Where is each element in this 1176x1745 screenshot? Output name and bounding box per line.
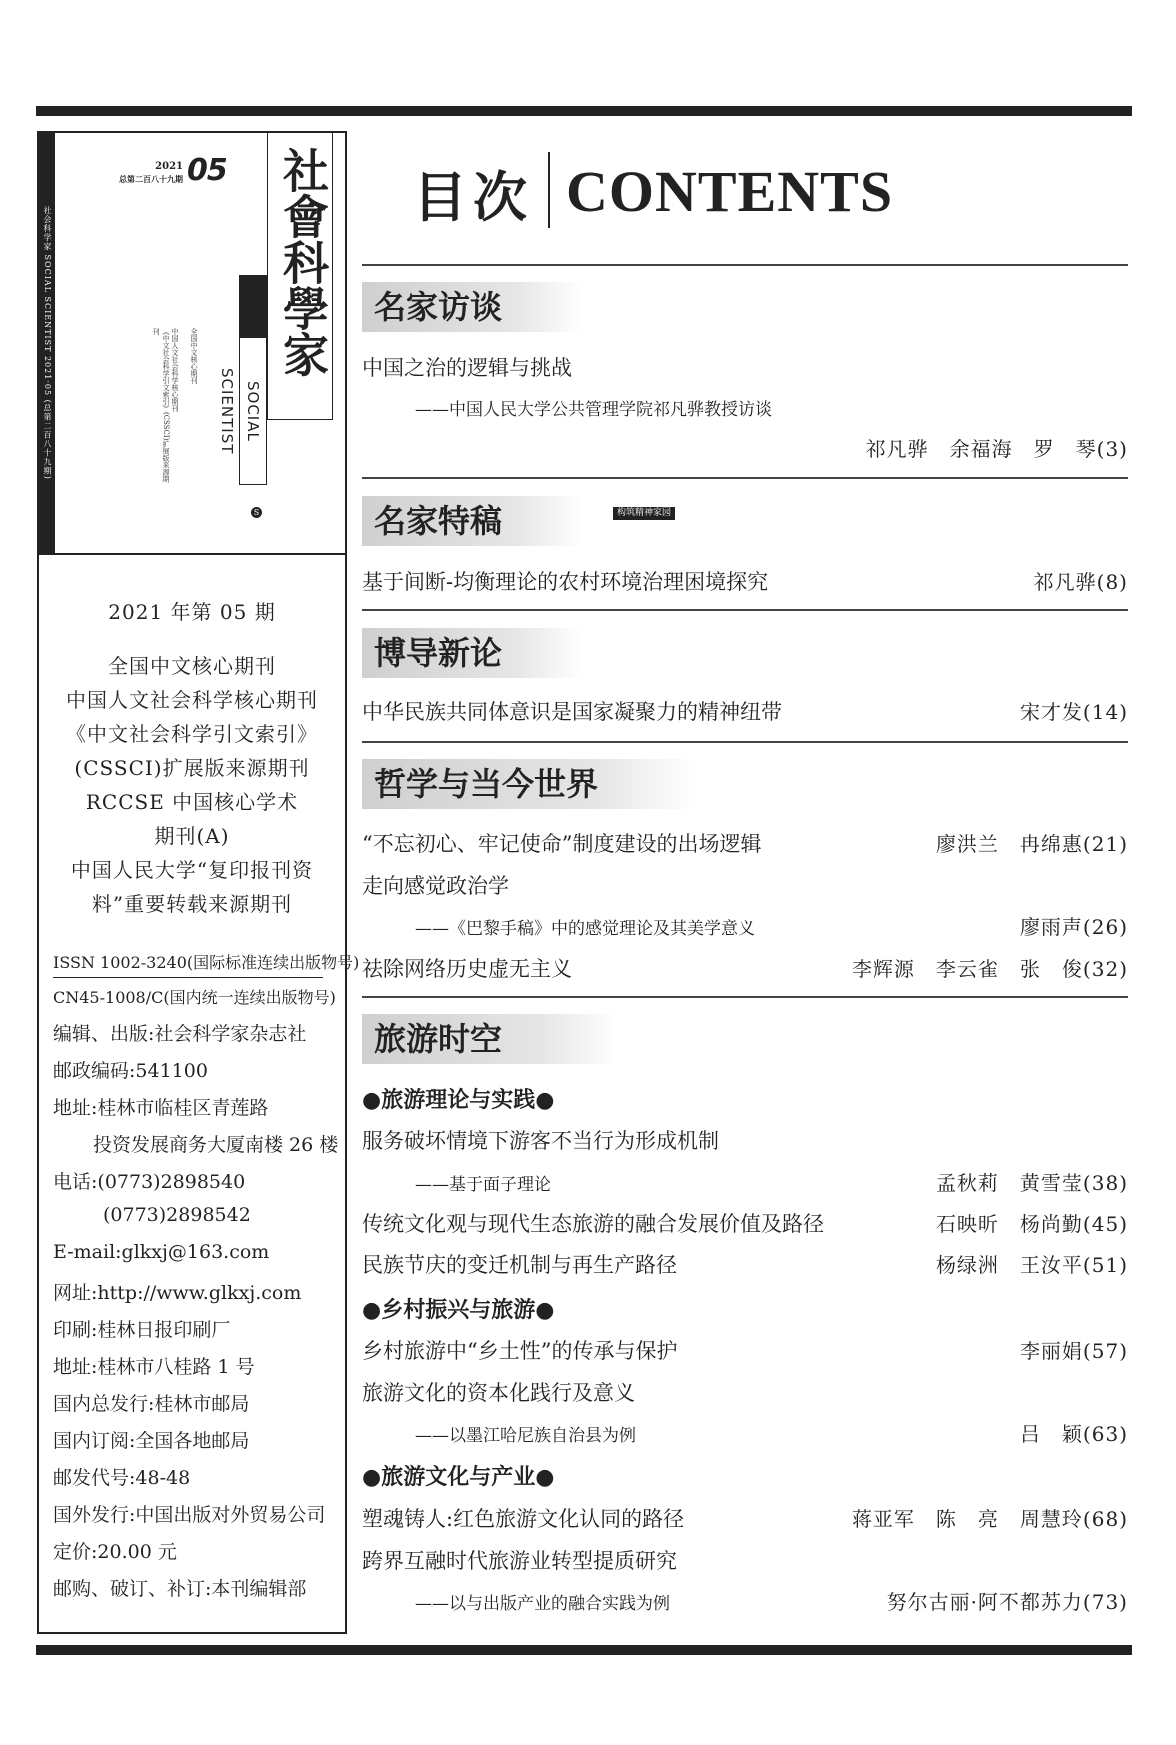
cover-small-text-1: 全国中文核心期刊 (190, 328, 198, 384)
contents-title-cn: 目次 (413, 166, 533, 229)
cover-small-text-3: 《中文社会科学引文索引》(CSSCI)扩展版来源期刊 (152, 328, 170, 483)
subsection-heading: ●旅游文化与产业● (362, 1465, 555, 1490)
section-rule (362, 264, 1128, 266)
article-title: 走向感觉政治学 (362, 874, 509, 898)
info-line: 地址:桂林市临桂区青莲路 (53, 1097, 269, 1119)
article-title: 塑魂铸人:红色旅游文化认同的路径 (362, 1507, 685, 1531)
article-authors: 努尔古丽·阿不都苏力(73) (886, 1590, 1128, 1614)
article-subtitle: ——《巴黎手稿》中的感觉理论及其美学意义 (415, 919, 755, 939)
email-line: E-mail:glkxj@163.com (53, 1241, 270, 1263)
cover-logo (251, 507, 672, 521)
logo-icon: S (251, 507, 262, 518)
honor-line: 期刊(A) (154, 824, 230, 848)
article-authors: 李辉源 李云雀 张 俊(32) (851, 957, 1128, 981)
info-line: 邮政编码:541100 (53, 1060, 208, 1082)
info-line: 国内总发行:桂林市邮局 (53, 1393, 250, 1415)
cover-title: 社會科學家 (276, 147, 330, 377)
article-authors: 吕 颖(63) (1019, 1422, 1128, 1446)
section-heading: 名家特稿 (362, 496, 582, 546)
section-heading: 旅游时空 (362, 1014, 618, 1064)
info-line: 定价:20.00 元 (53, 1541, 177, 1563)
section-rule (362, 609, 1128, 611)
cover-date (119, 161, 183, 185)
info-line: 国内订阅:全国各地邮局 (53, 1430, 250, 1452)
section-heading: 名家访谈 (362, 282, 582, 332)
article-title: 旅游文化的资本化践行及意义 (362, 1381, 635, 1405)
header-separator (548, 152, 550, 228)
article-authors: 廖洪兰 冉绵惠(21) (935, 832, 1128, 856)
honor-line: RCCSE 中国核心学术 (85, 790, 299, 814)
article-title: “不忘初心、牢记使命”制度建设的出场逻辑 (362, 832, 762, 856)
article-title: 祛除网络历史虚无主义 (362, 957, 572, 981)
article-title: 基于间断-均衡理论的农村环境治理困境探究 (362, 570, 769, 594)
honor-line: 《中文社会科学引文索引》 (66, 722, 318, 746)
info-line: 编辑、出版:社会科学家杂志社 (53, 1023, 307, 1045)
contents-title-en: CONTENTS (566, 159, 894, 224)
article-authors: 李丽娟(57) (1019, 1339, 1128, 1363)
cover-issue-total: 总第二百八十九期 (119, 174, 183, 184)
article-authors: 孟秋莉 黄雪莹(38) (935, 1171, 1128, 1195)
info-line: (0773)2898542 (103, 1204, 251, 1226)
article-authors: 廖雨声(26) (1019, 915, 1128, 939)
article-title: 中国之治的逻辑与挑战 (362, 356, 572, 380)
section-rule (362, 996, 1128, 998)
info-line: 印刷:桂林日报印刷厂 (53, 1319, 231, 1341)
honor-line: (CSSCI)扩展版来源期刊 (74, 756, 310, 780)
info-line: 邮发代号:48-48 (53, 1467, 191, 1489)
section-heading: 博导新论 (362, 628, 582, 678)
article-authors: 石映昕 杨尚勤(45) (935, 1212, 1128, 1236)
article-authors: 蒋亚军 陈 亮 周慧玲(68) (851, 1507, 1128, 1531)
info-line: 邮购、破订、补订:本刊编辑部 (53, 1578, 307, 1600)
article-title: 传统文化观与现代生态旅游的融合发展价值及路径 (362, 1212, 824, 1236)
top-rule (36, 106, 1132, 116)
website-line: 网址:http://www.glkxj.com (53, 1282, 302, 1304)
section-heading: 哲学与当今世界 (362, 759, 698, 809)
article-title: 乡村旅游中“乡土性”的传承与保护 (362, 1339, 678, 1363)
article-authors: 杨绿洲 王汝平(51) (935, 1253, 1128, 1277)
cover-title-en: SOCIAL SCIENTIST (239, 337, 267, 485)
cover-dark-block (239, 275, 267, 337)
article-title: 民族节庆的变迁机制与再生产路径 (362, 1253, 677, 1277)
article-authors: 祁凡骅 余福海 罗 琴(3) (865, 437, 1128, 461)
cover-logo-text: 构筑精神家园 (613, 507, 675, 520)
article-subtitle: ——中国人民大学公共管理学院祁凡骅教授访谈 (415, 400, 772, 420)
issn-line: ISSN 1002-3240(国际标准连续出版物号) (53, 953, 360, 972)
info-line: 地址:桂林市八桂路 1 号 (53, 1356, 255, 1378)
article-authors: 宋才发(14) (1019, 700, 1128, 724)
article-title: 服务破坏情境下游客不当行为形成机制 (362, 1129, 719, 1153)
cover-title-box (267, 133, 333, 420)
article-title: 跨界互融时代旅游业转型提质研究 (362, 1549, 677, 1573)
honor-line: 中国人文社会科学核心期刊 (66, 688, 318, 712)
info-line: 国外发行:中国出版对外贸易公司 (53, 1504, 326, 1526)
info-line: 投资发展商务大厦南楼 26 楼 (93, 1134, 339, 1156)
subsection-heading: ●乡村振兴与旅游● (362, 1298, 555, 1323)
article-subtitle: ——以墨江哈尼族自治县为例 (415, 1426, 636, 1446)
cover-year: 2021 (155, 161, 183, 172)
honor-line: 全国中文核心期刊 (108, 654, 276, 678)
cover-issue-number: 05 (187, 153, 227, 188)
info-divider (53, 977, 323, 978)
article-subtitle: ——以与出版产业的融合实践为例 (415, 1594, 670, 1614)
article-authors: 祁凡骅(8) (1033, 570, 1128, 594)
section-rule (362, 741, 1128, 743)
cn-line: CN45-1008/C(国内统一连续出版物号) (53, 988, 336, 1007)
section-rule (362, 477, 1128, 479)
issue-label: 2021 年第 05 期 (108, 600, 276, 624)
honor-line: 中国人民大学“复印报刊资 (70, 858, 314, 882)
article-subtitle: ——基于面子理论 (415, 1175, 551, 1195)
honor-line: 料”重要转载来源期刊 (91, 892, 293, 916)
bottom-rule (36, 1645, 1132, 1655)
article-title: 中华民族共同体意识是国家凝聚力的精神纽带 (362, 700, 782, 724)
cover-small-text-2: 中国人文社会科学核心期刊 (171, 328, 179, 412)
cover-spine: 社会科学家 SOCIAL SCIENTIST 2021·05 (总第二百八十九期) (39, 133, 55, 553)
info-line: 电话:(0773)2898540 (53, 1171, 246, 1193)
subsection-heading: ●旅游理论与实践● (362, 1088, 555, 1113)
